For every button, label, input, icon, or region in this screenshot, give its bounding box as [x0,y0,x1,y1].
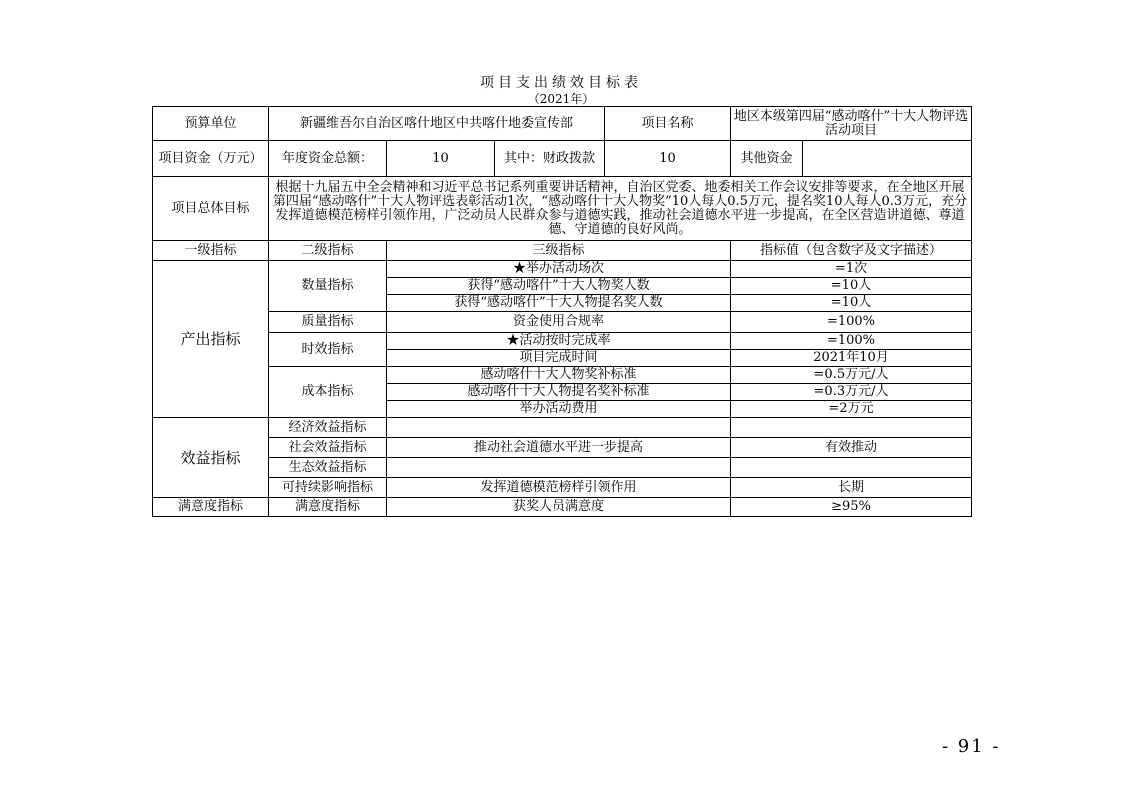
indicator-value: =100% [731,312,972,333]
level1-header: 一级指标 [153,241,269,261]
finance-allocation-label: 其中：财政拨款 [495,141,605,177]
indicator-name: 获奖人员满意度 [387,498,731,517]
satisfaction-indicator-label: 满意度指标 [153,498,269,517]
output-indicator-label: 产出指标 [153,261,269,418]
column-header-row [153,241,972,261]
quality-indicator-label: 质量指标 [269,312,387,333]
indicator-name: 项目完成时间 [387,350,731,367]
indicator-name: 推动社会道德水平进一步提高 [387,438,731,458]
table-row [153,312,972,333]
indicator-value: =2万元 [731,401,972,418]
indicator-value [731,458,972,478]
indicator-name: 感动喀什十大人物提名奖补标准 [387,384,731,401]
project-name-label: 项目名称 [605,107,731,141]
indicator-value [731,418,972,438]
indicator-name: 资金使用合规率 [387,312,731,333]
table-row [153,478,972,498]
table-row [153,367,972,384]
cost-indicator-label: 成本指标 [269,367,387,418]
indicator-name [387,458,731,478]
indicator-name: ★活动按时完成率 [387,333,731,350]
indicator-value: 有效推动 [731,438,972,458]
indicator-name: ★举办活动场次 [387,261,731,278]
funds-row [153,141,972,177]
indicator-value: =0.5万元/人 [731,367,972,384]
table-title: 项目支出绩效目标表 [480,75,642,91]
table-row [153,418,972,438]
timeliness-indicator-label: 时效指标 [269,333,387,367]
header-row [153,107,972,141]
indicator-name: 发挥道德模范榜样引领作用 [387,478,731,498]
page-number: - 91 - [942,736,1001,757]
ecological-benefit-label: 生态效益指标 [269,458,387,478]
table-year: （2021年） [527,92,595,106]
indicator-value: =10人 [731,278,972,295]
indicator-value: =1次 [731,261,972,278]
table-row [153,438,972,458]
indicator-name: 感动喀什十大人物奖补标准 [387,367,731,384]
indicator-value: =10人 [731,295,972,312]
project-funds-label: 项目资金（万元） [153,141,269,177]
benefit-indicator-label: 效益指标 [153,418,269,498]
indicator-value: 2021年10月 [731,350,972,367]
indicator-name: 获得“感动喀什”十大人物奖人数 [387,278,731,295]
performance-target-table [152,106,972,517]
indicator-value: 长期 [731,478,972,498]
overall-goal-text: 根据十九届五中全会精神和习近平总书记系列重要讲话精神，自治区党委、地委相关工作会议安排等要求，在全地区开展第四届“感动喀什”十大人物评选表彰活动1次，“感动喀什十大人物奖”10人每人0.5万元，提名奖10人每人0.3万元，充分发挥道德模范榜样引领作用，广泛动员人民群众参与道德实践，推动社会道德水平进一步提高，在全区营造讲道德、尊道德、守道德的良好风尚。 [269,177,972,241]
indicator-name: 获得“感动喀什”十大人物提名奖人数 [387,295,731,312]
table-row [153,333,972,350]
indicator-value: ≥95% [731,498,972,517]
other-funds-label: 其他资金 [731,141,803,177]
indicator-name [387,418,731,438]
level2-header: 二级指标 [269,241,387,261]
finance-allocation-value: 10 [605,141,731,177]
budget-unit-label: 预算单位 [153,107,269,141]
satisfaction-sub-label: 满意度指标 [269,498,387,517]
table-row [153,261,972,278]
annual-total-value: 10 [387,141,495,177]
economic-benefit-label: 经济效益指标 [269,418,387,438]
overall-goal-row [153,177,972,241]
sustainable-impact-label: 可持续影响指标 [269,478,387,498]
overall-goal-label: 项目总体目标 [153,177,269,241]
indicator-name: 举办活动费用 [387,401,731,418]
social-benefit-label: 社会效益指标 [269,438,387,458]
budget-unit-value: 新疆维吾尔自治区喀什地区中共喀什地委宣传部 [269,107,605,141]
table-row [153,458,972,478]
other-funds-value [803,141,972,177]
project-name-value: 地区本级第四届“感动喀什”十大人物评选活动项目 [731,107,972,141]
quantity-indicator-label: 数量指标 [269,261,387,312]
table-row [153,498,972,517]
indicator-value: =0.3万元/人 [731,384,972,401]
annual-total-label: 年度资金总额： [269,141,387,177]
level3-header: 三级指标 [387,241,731,261]
indicator-value-header: 指标值（包含数字及文字描述） [731,241,972,261]
indicator-value: =100% [731,333,972,350]
